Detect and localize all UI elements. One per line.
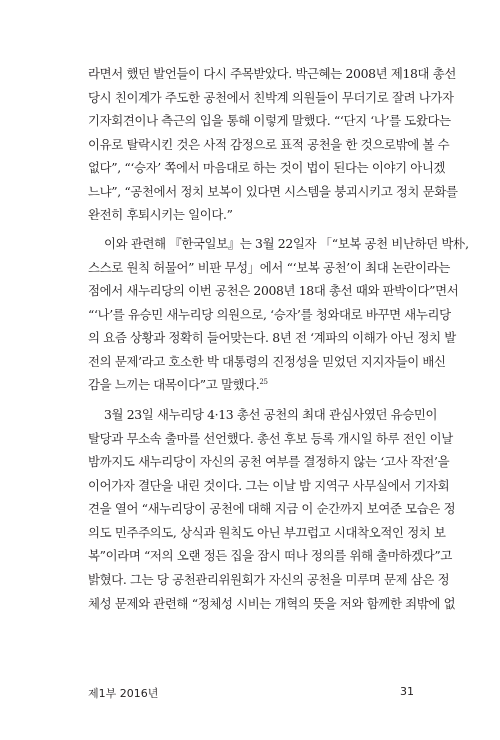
- body-text-line: 완전히 후퇴시키는 일이다.”: [88, 207, 233, 222]
- body-text-line: 점에서 새누리당의 이번 공천은 2008년 18대 총선 때와 판박이다”면서: [88, 283, 459, 298]
- body-text-line: 밤까지도 새누리당이 자신의 공천 여부를 결정하지 않는 ‘고사 작전’을: [88, 454, 450, 469]
- body-text-line: 기자회견이나 측근의 입을 통해 이렇게 말했다. “‘단지 ‘나’를 도왔다는: [88, 113, 451, 128]
- body-text-line: 스스로 원칙 허물어” 비판 무성」에서 “‘보복 공천’이 최대 논란이라는: [88, 260, 450, 275]
- body-text-line: 3월 23일 새누리당 4·13 총선 공천의 최대 관심사였던 유승민이: [104, 407, 438, 422]
- body-text-line: 탈당과 무소속 출마를 선언했다. 총선 후보 등록 개시일 하루 전인 이날: [88, 431, 453, 446]
- body-text-line: 없다”, “‘승자’ 쪽에서 마음대로 하는 것이 법이 된다는 이야기 아니겠: [88, 160, 446, 175]
- page-number: 31: [400, 685, 414, 698]
- body-text-line: 전의 문제’라고 호소한 박 대통령의 진정성을 믿었던 지지자들이 배신: [88, 354, 446, 369]
- body-text-line: 복”이라며 “저의 오랜 정든 집을 잠시 떠나 정의를 위해 출마하겠다”고: [88, 548, 452, 563]
- body-text-line: 이어가자 결단을 내린 것이다. 그는 이날 밤 지역구 사무실에서 기자회: [88, 478, 450, 493]
- body-text-line: 의 요즘 상황과 정확히 들어맞는다. 8년 전 ‘계파의 이해가 아닌 정치 발: [88, 330, 456, 345]
- body-text-line: 라면서 했던 발언들이 다시 주목받았다. 박근혜는 2008년 제18대 총선: [88, 66, 456, 81]
- body-text-line: 이유로 탈락시킨 것은 사적 감정으로 표적 공천을 한 것으로밖에 볼 수: [88, 137, 450, 152]
- body-text-line: 당시 친이계가 주도한 공천에서 친박계 의원들이 무더기로 잘려 나가자: [88, 90, 454, 105]
- body-text-line: [88, 377, 414, 393]
- footnote-marker: 25: [259, 377, 268, 386]
- running-footer: 제1부 2016년: [88, 687, 159, 700]
- body-text-line: 밝혔다. 그는 당 공천관리위원회가 자신의 공천을 미루며 문제 삼은 정: [88, 572, 450, 587]
- body-text-line: 체성 문제와 관련해 “정체성 시비는 개혁의 뜻을 저와 함께한 죄밖에 없: [88, 596, 456, 611]
- body-text-line: “‘나’를 유승민 새누리당 의원으로, ‘승자’를 청와대로 바꾸면 새누리당: [88, 307, 451, 322]
- body-text-line: 의도 민주주의도, 상식과 원칙도 아닌 부끄럽고 시대착오적인 정치 보: [88, 525, 446, 540]
- body-text-line: 견을 열어 “새누리당이 공천에 대해 지금 이 순간까지 보여준 모습은 정: [88, 501, 456, 516]
- body-text-line: 느냐”, “공천에서 정치 보복이 있다면 시스템을 붕괴시키고 정치 문화를: [88, 184, 458, 199]
- body-text-line: 이와 관련해 『한국일보』는 3월 22일자 「“보복 공천 비난하던 박朴,: [104, 236, 469, 251]
- body-text: 감을 느끼는 대목이다”고 말했다.: [88, 377, 260, 392]
